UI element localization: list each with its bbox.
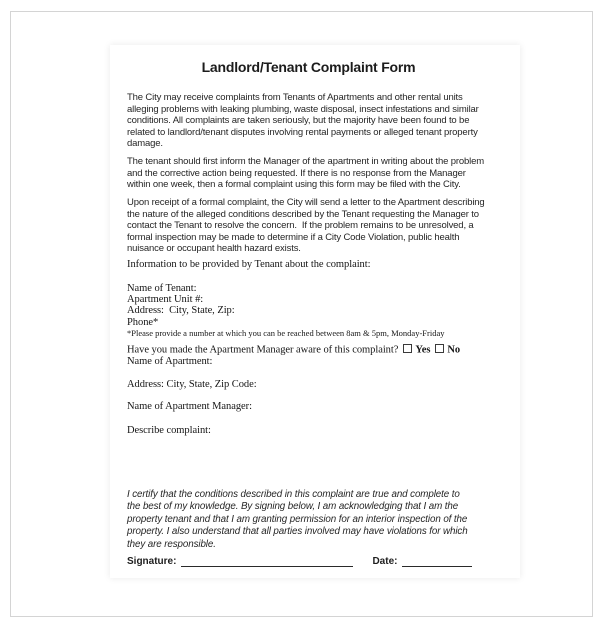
text-line: they are responsible. — [127, 538, 216, 550]
field-address-city-state-zip: Address: City, State, Zip: — [127, 305, 235, 317]
signature-label: Signature: — [127, 556, 177, 568]
field-phone: Phone* — [127, 316, 159, 328]
text-line: within one week, then a formal complaint using this form may be filed with the City. — [127, 179, 461, 190]
field-label: Name of Apartment: — [127, 355, 213, 367]
text-line: damage. — [127, 138, 163, 149]
text-line: formal inspection may be made to determine if a City Code Violation, public health — [127, 231, 460, 243]
text-line: the best of my knowledge. By signing below, I am acknowledging that I am the — [127, 501, 459, 513]
field-name-of-tenant: Name of Tenant: — [127, 282, 197, 294]
no-label: No — [447, 344, 461, 356]
text-line: contact the Tenant to resolve the concern. If the problem remains to be unresolved, a — [127, 220, 474, 231]
text-line: the nature of the alleged conditions described by the Tenant requesting the Manager to — [127, 208, 479, 220]
phone-footnote: *Please provide a number at which you can be reached between 8am & 5pm, Monday-Friday — [127, 327, 445, 338]
yes-checkbox[interactable] — [403, 344, 412, 353]
yes-label: Yes — [415, 344, 431, 356]
field-label: Name of Apartment Manager: — [127, 401, 252, 413]
certification-paragraph — [127, 489, 490, 552]
intro-paragraph-3 — [127, 197, 490, 255]
text-line: I certify that the conditions described in this complaint are true and complete to — [127, 488, 460, 500]
field-apartment-manager — [127, 401, 490, 412]
text-line: nuisance or occupant health hazard exists. — [127, 243, 301, 254]
text-line: The City may receive complaints from Tenants of Apartments and other rental units — [127, 92, 463, 103]
signature-line[interactable] — [181, 555, 353, 567]
info-section-heading: Information to be provided by Tenant about the complaint: — [127, 258, 371, 270]
text-line: related to landlord/tenant disputes involving rental payments or alleged tenant property — [127, 126, 478, 138]
text-line: property tenant and that I am granting permission for an interior inspection of the — [127, 513, 468, 525]
text-line: property. I also understand that all parties involved may have violations for which — [127, 526, 468, 538]
manager-aware-question: Have you made the Apartment Manager aware of this complaint? — [127, 344, 399, 356]
intro-paragraph-2 — [127, 156, 490, 191]
manager-aware-question-row — [127, 344, 490, 356]
field-name-of-apartment — [127, 356, 490, 367]
document-page — [110, 45, 520, 578]
tenant-fields-block — [127, 283, 490, 328]
text-line: The tenant should first inform the Manager of the apartment in writing about the problem — [127, 156, 484, 167]
intro-paragraph-1 — [127, 92, 490, 150]
field-label: Describe complaint: — [127, 424, 211, 436]
form-title: Landlord/Tenant Complaint Form — [201, 59, 416, 75]
field-label: Address: City, State, Zip Code: — [127, 379, 257, 391]
date-line[interactable] — [402, 555, 472, 567]
field-describe-complaint — [127, 425, 490, 436]
text-line: alleging problems with leaking plumbing, waste disposal, insect infestations and similar — [127, 103, 479, 115]
date-label: Date: — [372, 556, 398, 568]
field-apartment-unit: Apartment Unit #: — [127, 294, 204, 306]
field-apartment-address — [127, 379, 490, 390]
text-line: conditions. All complaints are taken seriously, but the majority have been found to be — [127, 115, 470, 126]
no-checkbox[interactable] — [435, 344, 444, 353]
signature-row — [127, 555, 490, 567]
text-line: and the corrective action being requested. If there is no response from the Manager — [127, 167, 466, 179]
text-line: Upon receipt of a formal complaint, the City will send a letter to the Apartment describing — [127, 197, 485, 208]
